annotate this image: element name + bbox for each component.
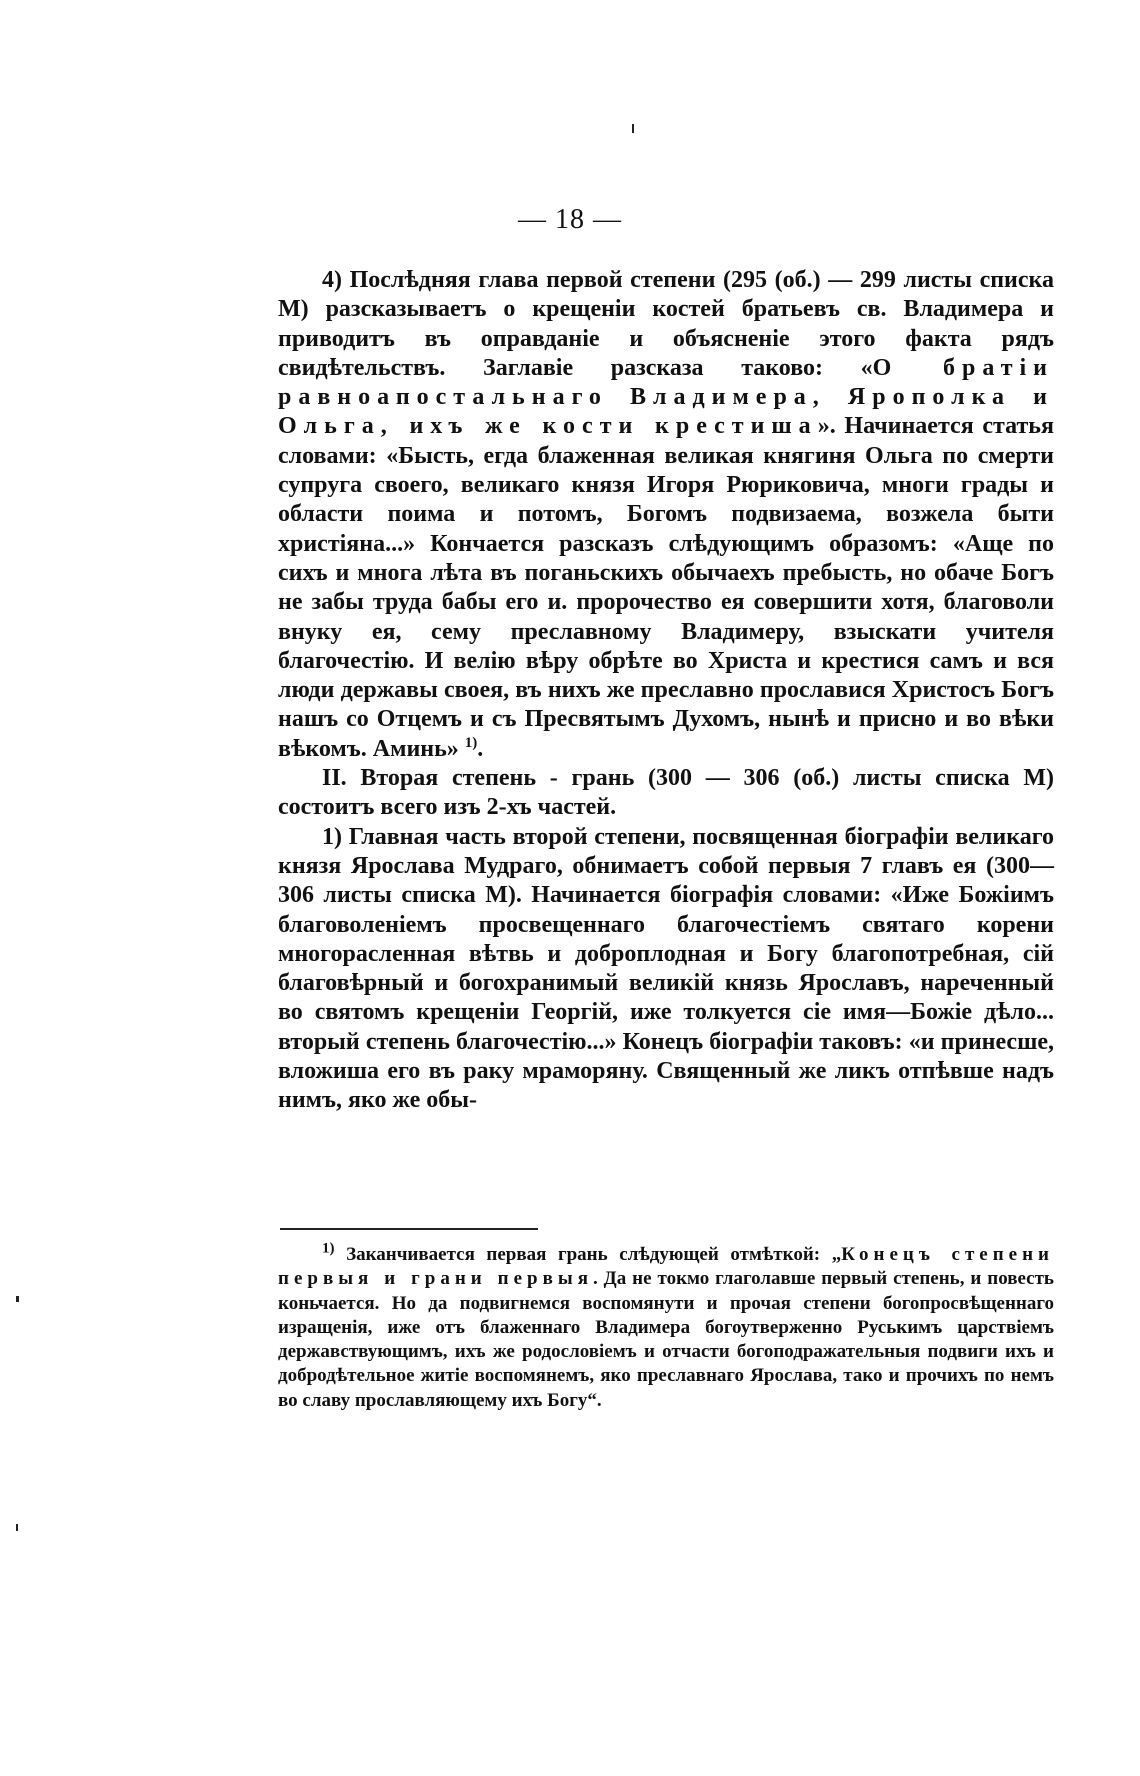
footnote-text-continued: . Да не токмо глаголавше первый степень, и повесть коньчается. Но да подвигнемся воспомянути и прочая степени богопросвѣщеннаго изращенія, иже отъ блаженнаго Владимера богоутверженно Руськимъ царствіемъ державствующимъ, ихъ же родословіемъ и отчасти богоподражательныя подвиги ихъ и добродѣтельное житіе воспомянемъ, яко преславнаго Ярослава, тако и прочихъ по немъ во славу прославляющему ихъ Богу“.: [278, 1268, 1054, 1411]
footnote-reference: 1): [464, 734, 478, 751]
paragraph-1-text-continued: ». Начинается статья словами: «Бысть, егда блаженная великая княгиня Ольга по смерти супруга своего, великаго князя Игоря Рюриковича, многи грады и области поима и потомъ, Богомъ подвизаема, возжела быти христіяна...» Кончается разсказъ слѣдующимъ образомъ: «Аще по сихъ и многа лѣта въ поганьскихъ обычаехъ пребысть, но обаче Богъ не забы труда бабы его и. пророчество ея совершити хотя, благоволи внуку ея, сему преславному Владимеру, взыскати учителя благочестію. И велію вѣру обрѣте во Христа и крестися самъ и вся люди державы своея, въ нихъ же преславно прославися Христосъ Богъ нашъ со Отцемъ и съ Пресвятымъ Духомъ, нынѣ и присно и во вѣки вѣкомъ. Аминь»: [278, 413, 1054, 762]
page-number: — 18 —: [518, 204, 622, 235]
main-text: [278, 266, 1054, 1116]
paragraph-1-end: .: [477, 735, 484, 762]
footnote-spaced-quote: Конецъ степени первыя и грани первыя: [278, 1244, 1054, 1290]
footnote: [278, 1240, 1054, 1413]
paragraph-2: II. Вторая степень - грань (300 — 306 (об.) листы списка М) состоитъ всего изъ 2-хъ частей.: [278, 765, 1054, 821]
paragraph-1-text: 4) Послѣдняя глава первой степени (295 (об.) — 299 листы списка М) разсказываетъ о крещеніи костей братьевъ св. Владимера и приводитъ въ оправданіе и объясненіе этого факта рядъ свидѣтельствъ. Заглавіе разсказа таково: «: [278, 267, 1054, 381]
paragraph-3: 1) Главная часть второй степени, посвященная біографіи великаго князя Ярослава Мудраго, обнимаетъ собой первыя 7 главъ ея (300—306 листы списка М). Начинается біографія словами: «Иже Божіимъ благоволеніемъ просвещеннаго благочестіемъ святаго корени многорасленная вѣтвь и доброплодная и Богу благопотребная, сій благовѣрный и богохранимый великій князь Ярославъ, нареченный во святомъ крещеніи Георгій, иже толкуется сіе имя—Божіе дѣло... вторый степень благочестію...» Конецъ біографіи таковъ: «и принесше, вложиша его въ раку мраморяну. Священный же ликъ отпѣвше надъ нимъ, яко же обы-: [278, 823, 1054, 1114]
scan-speck: [632, 124, 634, 133]
scan-speck: [16, 1524, 18, 1531]
footnote-text: Заканчивается первая грань слѣдующей отмѣткой: „: [334, 1244, 842, 1265]
spaced-title: О братіи равноапостальнаго Владимера, Ярополка и Ольга, ихъ же кости крестиша: [278, 354, 1054, 440]
paragraph-1: [278, 266, 1054, 764]
footnote-marker: 1): [322, 1240, 335, 1257]
scan-speck: [16, 1296, 19, 1302]
footnote-divider: [280, 1228, 538, 1230]
